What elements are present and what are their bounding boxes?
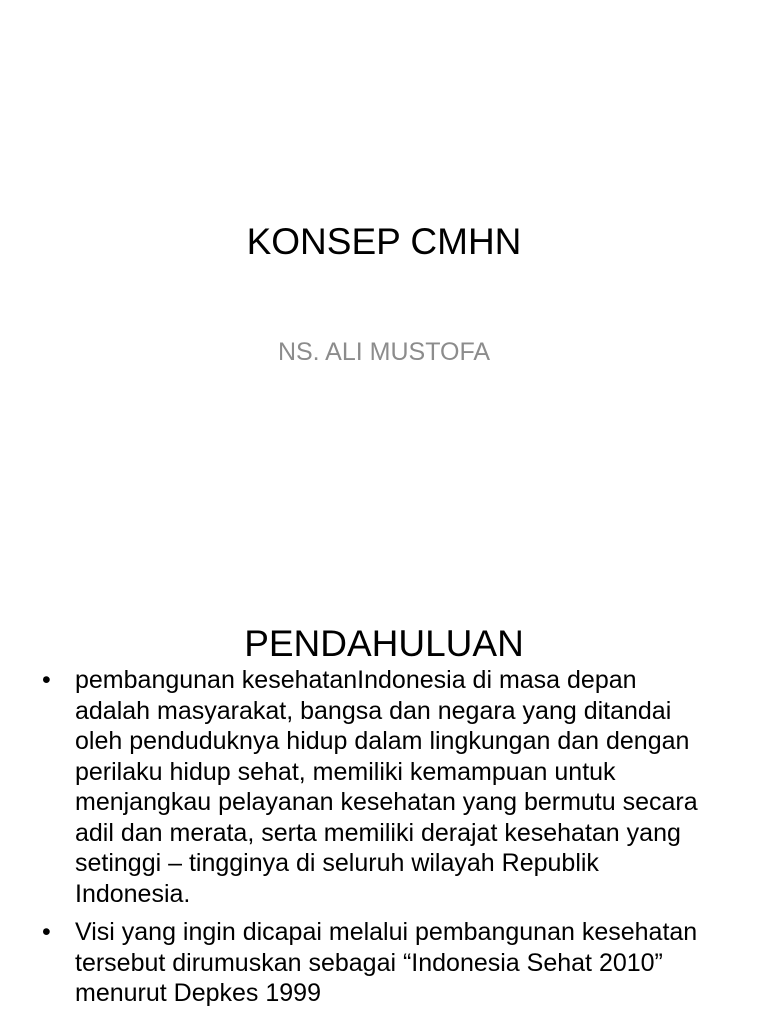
slide-title: KONSEP CMHN [246, 221, 522, 262]
bullet-icon: • [42, 666, 51, 694]
bullet-list [38, 665, 708, 1017]
bullet-item [38, 917, 708, 1009]
bullet-item [38, 665, 708, 909]
bullet-icon: • [42, 918, 51, 946]
content-slide [0, 576, 768, 1024]
slide-title: PENDAHULUAN [244, 623, 524, 664]
bullet-text: pembangunan kesehatanIndonesia di masa depan adalah masyarakat, bangsa dan negara yang ditandai oleh penduduknya hidup dalam lingkungan dan dengan perilaku hidup sehat, memiliki kemampuan untuk menjangkau pelayanan kesehatan yang bermutu secara adil dan merata, serta memiliki derajat kesehatan yang setinggi – tingginya di seluruh wilayah Republik Indonesia. [75, 666, 698, 908]
slide-subtitle: NS. ALI MUSTOFA [277, 338, 491, 366]
bullet-text: Visi yang ingin dicapai melalui pembangunan kesehatan tersebut dirumuskan sebagai “Indonesia Sehat 2010” menurut Depkes 1999 [75, 918, 698, 1007]
